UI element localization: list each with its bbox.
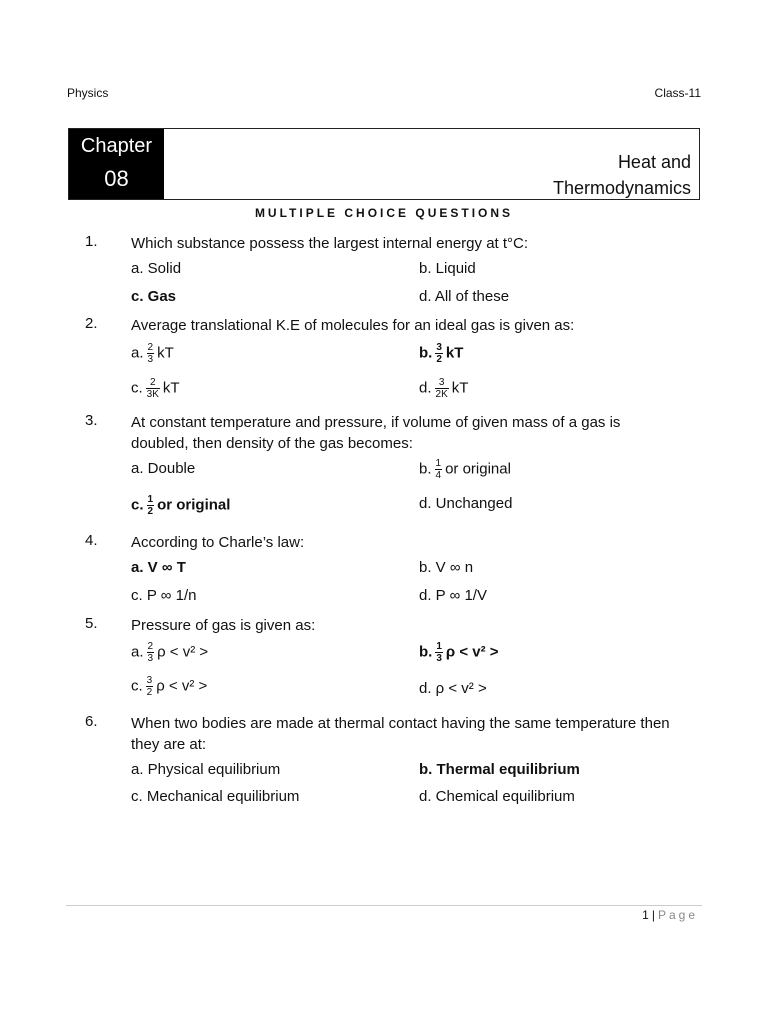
chapter-number: 08 [104,166,129,191]
question-text: Which substance possess the largest internal energy at t°C: [131,235,529,252]
q4-option-c: c. P ∞ 1/n [131,587,197,604]
footer-separator: | [651,908,655,922]
section-heading: MULTIPLE CHOICE QUESTIONS [254,206,514,220]
question-text: Pressure of gas is given as: [131,617,316,634]
q3-option-d: d. Unchanged [419,495,513,512]
header-subject: Physics [67,86,109,100]
footer-divider [66,905,702,906]
q3-option-b: b. $\frac{1}{4}$ or original [419,458,511,481]
q3-option-c: c. $\frac{1}{2}$ or original [131,494,231,517]
q2-option-b: b. $\frac{3}{2}$ kT [419,342,464,365]
fraction: $\frac{3}{2}$ [146,675,153,698]
question-text: According to Charle’s law: [131,534,305,551]
chapter-title-line2: Thermodynamics [552,178,691,198]
q1-option-c: c. Gas [131,288,177,305]
q5-option-b: b. $\frac{1}{3}$ ρ < v² > [419,641,499,664]
q4-option-b: b. V ∞ n [419,559,474,576]
page-number: 1 [642,908,649,922]
q2-option-d: d. $\frac{3}{2K}$ kT [419,377,469,400]
q6-option-c: c. Mechanical equilibrium [131,788,300,805]
q2-option-a: a. $\frac{2}{3}$ kT [131,342,174,365]
question-text: When two bodies are made at thermal contact having the same temperature then they are at: [131,715,670,753]
fraction: $\frac{1}{4}$ [435,458,442,481]
q4-option-d: d. P ∞ 1/V [419,587,487,604]
q4-option-a: a. V ∞ T [131,559,186,576]
header-class: Class-11 [654,86,701,100]
question-number: 6. [85,713,98,730]
fraction: $\frac{1}{2}$ [147,494,154,517]
page-word: Page [657,908,698,922]
q5-option-a: a. $\frac{2}{3}$ ρ < v² > [131,641,209,664]
fraction: $\frac{2}{3}$ [147,342,154,365]
q1-option-b: b. Liquid [419,260,476,277]
fraction: $\frac{1}{3}$ [436,641,442,664]
q1-option-a: a. Solid [131,260,182,277]
chapter-label-block [69,129,164,199]
chapter-title-line1: Heat and [617,152,691,172]
q1-option-d: d. All of these [419,288,510,305]
q5-option-d: d. ρ < v² > [419,680,487,697]
question-number: 3. [85,412,98,429]
page-footer [642,908,698,922]
question-text: Average translational K.E of molecules for an ideal gas is given as: [131,317,575,334]
q6-option-b: b. Thermal equilibrium [419,761,580,778]
fraction: $\frac{3}{2K}$ [435,377,448,400]
q6-option-a: a. Physical equilibrium [131,761,281,778]
chapter-title [553,149,691,201]
q2-option-c: c. $\frac{2}{3K}$ kT [131,377,180,400]
q6-option-d: d. Chemical equilibrium [419,788,575,805]
chapter-word: Chapter [80,135,153,157]
question-number: 5. [85,615,98,632]
question-number: 1. [85,233,98,250]
chapter-banner [68,128,700,200]
fraction: $\frac{2}{3K}$ [146,377,159,400]
question-number: 4. [85,532,98,549]
q5-option-c: c. $\frac{3}{2}$ ρ < v² > [131,675,208,698]
fraction: $\frac{3}{2}$ [436,342,442,365]
question-number: 2. [85,315,98,332]
q3-option-a: a. Double [131,460,196,477]
question-text: At constant temperature and pressure, if volume of given mass of a gas is doubled, then density of the gas becomes: [131,414,621,452]
fraction: $\frac{2}{3}$ [147,641,154,664]
